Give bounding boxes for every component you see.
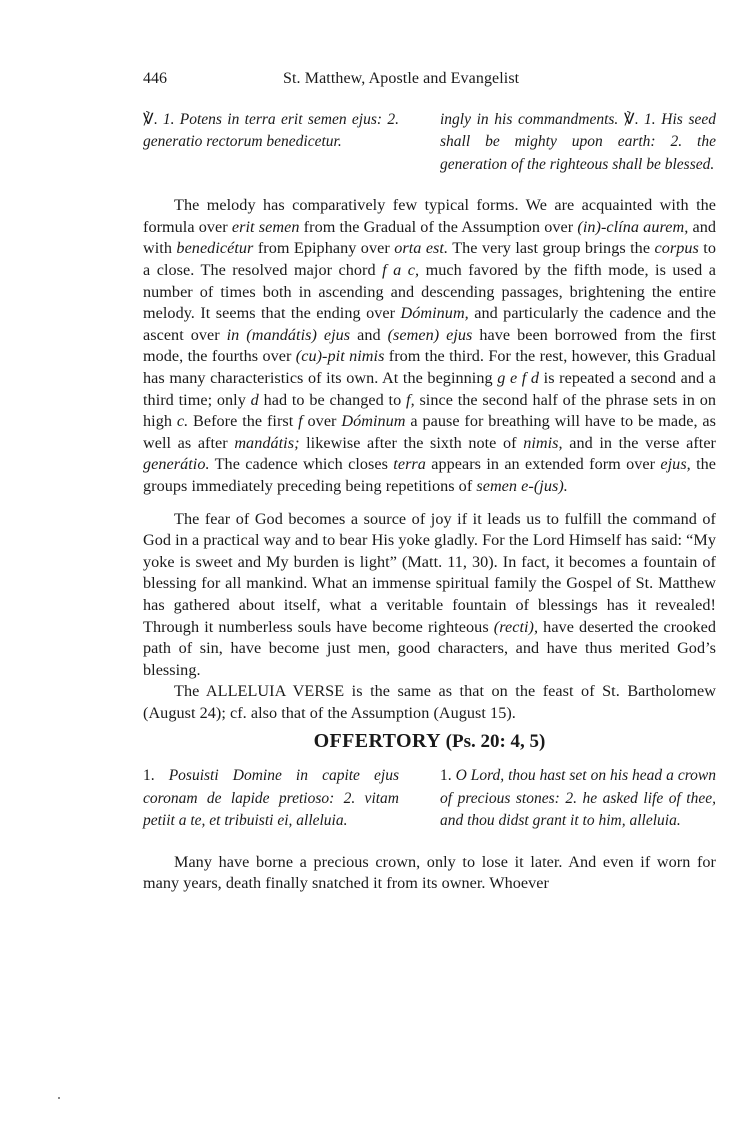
text-run: over [302,412,342,431]
page [143,70,716,895]
text-run: and particularly the cadence and the ascent over [143,304,716,344]
page-number: 446 [143,70,167,87]
latin-term: mandátis; [234,433,300,452]
text-run: the groups immediately preceding being repetitions of [143,455,716,495]
offertory-title: OFFERTORY [313,730,441,753]
offertory-latin [143,765,399,832]
verse-number: 1. [440,767,452,785]
offertory-heading [143,728,716,755]
latin-term: (recti), [493,617,539,636]
text-run: The fear of God becomes a source of joy if it leads us to fulfill the command of God in a practical way and to bear His yoke gladly. For the Lord Himself has said: “My yoke is sweet and My burden is light” (Matt. 11, 30). In fact, it becomes a fountain of blessing for all mankind. What an immense spiritual family the Gospel of St. Matthew has gathered about itself, what a veritable fountain of blessings has it revealed! Through it numberless souls have become righteous [143,509,716,636]
verse-number: 1. [143,767,155,785]
paragraph-melody [143,195,716,497]
latin-term: Dóminum [341,412,406,431]
text-run: likewise after the sixth note of [299,433,524,452]
gradual-verse [143,109,716,176]
gradual-verse-latin-text: 1. Potens in terra erit semen ejus: 2. generatio rectorum benedicetur. [143,111,399,151]
note-names: f [298,412,303,431]
text-run: since the second half of the phrase sets in on high [143,390,716,431]
text-run: to a close. The resolved major chord [143,239,716,279]
paragraph-fear-of-god [143,509,716,682]
text-run: The cadence which closes [209,455,394,474]
latin-term: generátio. [143,455,210,474]
note-names: f, [406,390,415,409]
note-names: g e f d [497,368,540,387]
latin-term: in (mandátis) ejus [226,325,351,344]
latin-term: (cu)-pit nimis [295,347,385,366]
text-run: The melody has comparatively few typical forms. We are acquainted with the formula over [143,196,716,236]
gradual-verse-english [440,109,716,176]
text-run: and in the verse after [562,433,716,452]
page-header [143,70,716,92]
gradual-verse-latin [143,109,399,176]
gradual-verse-english-text: 1. His seed shall be mighty upon earth: 2. the generation of the righteous shall be blessed. [440,111,716,173]
latin-term: semen e-(jus). [476,476,568,495]
text-run: from the Gradual of the Assumption over [299,217,578,236]
text-run: much favored by the fifth mode, is used a number of times both in ascending and descending passages, brightening the entire melody. It seems that the ending over [143,261,717,323]
versicle-symbol: ℣. [143,111,158,128]
scan-speck [58,1097,60,1099]
offertory-latin-text: Posuisti Domine in capite ejus coronam de lapide pretioso: 2. vitam petiit a te, et tribuisti ei, alleluia. [143,767,399,830]
note-names: c. [176,412,189,431]
latin-term: ejus, [660,455,691,474]
offertory-reference: (Ps. 20: 4, 5) [445,731,546,753]
text-run: had to be changed to [258,390,407,409]
versicle-symbol: ℣. [623,111,639,128]
text-run: and [350,325,388,344]
latin-term: corpus [654,239,699,258]
text-run: appears in an extended form over [425,455,661,474]
text-run: have deserted the crooked path of sin, have become just men, good characters, and have thus merited God’s blessing. [143,617,716,679]
latin-term: erit semen [231,217,300,236]
latin-term: terra [393,455,426,474]
paragraph-alleluia-verse: The ALLELUIA VERSE is the same as that on the feast of St. Bartholomew (August 24); cf. also that of the Assumption (August 15). [143,682,716,722]
text-run: a pause for breathing will have to be made, as well as after [143,412,716,452]
latin-term: benedicétur [176,239,254,258]
text-run: is repeated a second and a third time; only [143,368,716,409]
paragraph-crown: Many have borne a precious crown, only to lose it later. And even if worn for many years, death finally snatched it from its owner. Whoever [143,852,716,893]
running-title: St. Matthew, Apostle and Evangelist [283,70,520,87]
offertory-english [440,765,716,832]
note-names: f a c, [382,261,420,279]
note-names: d [250,390,259,409]
text-run: have been borrowed from the first mode, the fourths over [143,325,716,366]
text-run: The very last group brings the [448,239,655,258]
offertory-english-text: O Lord, thou hast set on his head a crown of precious stones: 2. he asked life of thee, and thou didst grant it to him, alleluia. [440,767,716,830]
latin-term: nimis, [523,433,563,452]
latin-term: (in)-clína aurem, [577,217,689,236]
text-run: from Epiphany over [253,239,395,258]
offertory-text [143,765,716,832]
latin-term: Dóminum, [400,304,469,323]
latin-term: (semen) ejus [387,325,473,344]
text-run: Before the first [188,412,299,431]
text-run: and with [143,217,717,258]
latin-term: orta est. [394,239,449,258]
text-run: from the third. For the rest, however, this Gradual has many characteristics of its own. At the beginning [143,347,716,387]
gradual-verse-english-lead: ingly in his commandments. [440,111,624,128]
